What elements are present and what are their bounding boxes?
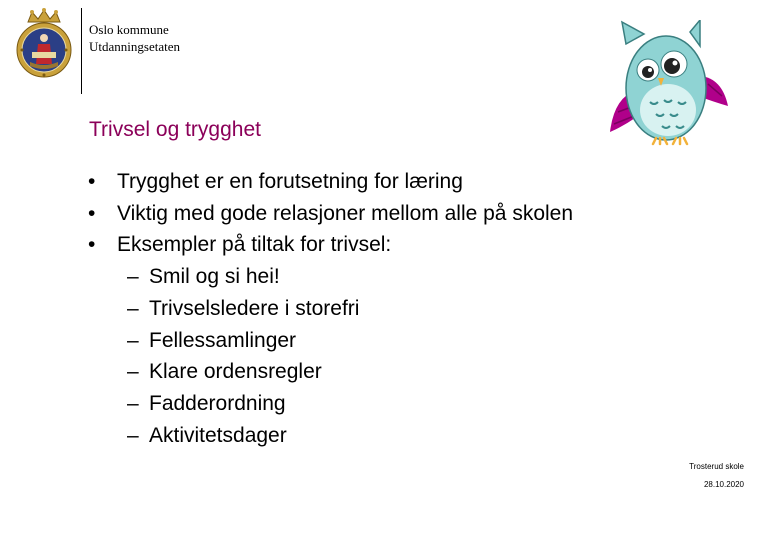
- bullet-text: Trygghet er en forutsetning for læring: [117, 170, 463, 193]
- sub-bullet-item: [88, 388, 573, 420]
- sub-bullet-text: Trivselsledere i storefri: [149, 296, 360, 320]
- bullet-list: [88, 166, 573, 451]
- oslo-city-seal-icon: [14, 8, 74, 80]
- slide-title: Trivsel og trygghet: [89, 118, 261, 141]
- sub-bullet-item: [88, 356, 573, 388]
- dash-glyph: –: [127, 391, 139, 415]
- dash-glyph: –: [127, 360, 139, 384]
- owl-icon: [604, 20, 734, 148]
- bullet-item: [88, 198, 573, 230]
- organization-name: [89, 21, 180, 55]
- sub-bullet-text: Fadderordning: [149, 391, 286, 415]
- bullet-item: [88, 166, 573, 198]
- bullet-text: Eksempler på tiltak for trivsel:: [117, 233, 392, 257]
- footer-school-name: Trosterud skole: [689, 462, 744, 471]
- sub-bullet-item: [88, 293, 573, 325]
- org-line-department: Utdanningsetaten: [89, 39, 180, 54]
- sub-bullet-item: [88, 261, 573, 293]
- dash-glyph: –: [127, 423, 139, 447]
- sub-bullet-text: Fellessamlinger: [149, 328, 297, 352]
- header-divider: [81, 8, 82, 94]
- sub-bullet-text: Klare ordensregler: [149, 360, 322, 384]
- sub-bullet-text: Smil og si hei!: [149, 265, 280, 289]
- dash-glyph: –: [127, 328, 139, 352]
- bullet-item: [88, 229, 573, 261]
- org-line-municipality: Oslo kommune: [89, 22, 169, 37]
- dash-glyph: –: [127, 265, 139, 289]
- dash-glyph: –: [127, 296, 139, 320]
- footer-date: 28.10.2020: [703, 480, 744, 489]
- bullet-text: Viktig med gode relasjoner mellom alle på skolen: [117, 201, 574, 225]
- bullet-glyph: •: [88, 233, 96, 257]
- bullet-glyph: •: [88, 201, 96, 225]
- sub-bullet-item: [88, 325, 573, 357]
- sub-bullet-text: Aktivitetsdager: [149, 423, 287, 447]
- bullet-glyph: •: [88, 170, 96, 193]
- sub-bullet-item: [88, 420, 573, 452]
